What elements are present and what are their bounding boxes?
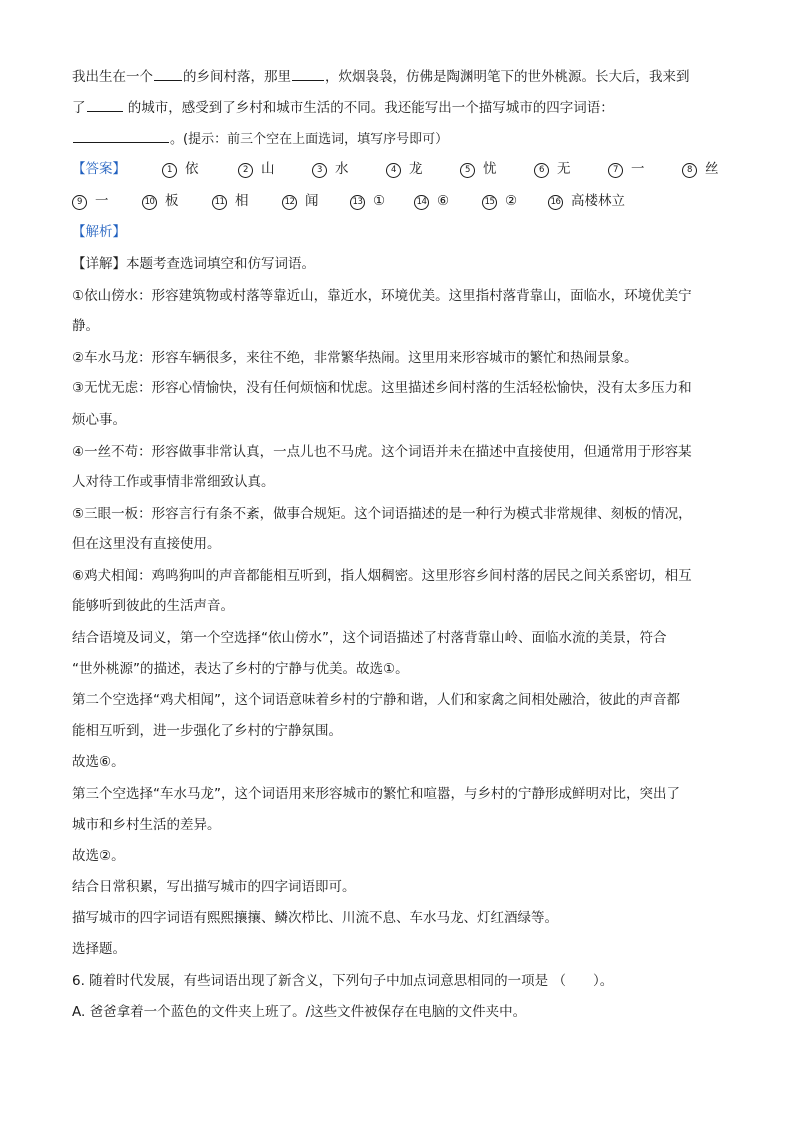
option-text: 山 <box>261 161 275 177</box>
answer-option <box>682 159 719 179</box>
option-text: 闻 <box>305 193 319 209</box>
answer-option <box>72 191 109 211</box>
question-text: 我出生在一个 <box>72 69 153 85</box>
question-6-stem: 6. 随着时代发展，有些词语出现了新含义，下列句子中加点词意思相同的一项是 （ ）。 <box>72 973 614 989</box>
option-number: 5 <box>460 163 475 178</box>
answer-option <box>482 191 517 211</box>
option-number: 4 <box>386 163 401 178</box>
analysis-line: 描写城市的四字词语有熙熙攘攘、鳞次栉比、川流不息、车水马龙、灯红酒绿等。 <box>72 910 558 926</box>
option-number: 16 <box>548 195 563 210</box>
analysis-line: ①依山傍水：形容建筑物或村落等靠近山，靠近水，环境优美。这里指村落背靠山，面临水，环境优美宁 <box>72 288 692 304</box>
answer-option <box>534 159 571 179</box>
analysis-line: ③无忧无虑：形容心情愉快，没有任何烦恼和忧虑。这里描述乡间村落的生活轻松愉快，没有太多压力和 <box>72 380 692 396</box>
analysis-line: 能相互听到，进一步强化了乡村的宁静氛围。 <box>72 723 342 739</box>
option-text: ⑥ <box>437 193 450 209</box>
answer-option <box>212 191 249 211</box>
answer-option <box>548 191 625 211</box>
answer-option <box>312 159 349 179</box>
option-number: 8 <box>682 163 697 178</box>
answer-option <box>414 191 449 211</box>
analysis-line: “世外桃源”的描述，表达了乡村的宁静与优美。故选①。 <box>72 661 409 677</box>
question-line-3 <box>72 128 722 148</box>
analysis-line: ⑤三眼一板：形容言行有条不紊，做事合规矩。这个词语描述的是一种行为模式非常规律、刻板的情况， <box>72 506 692 522</box>
option-number: 1 <box>162 163 177 178</box>
answer-blank-4 <box>73 128 169 143</box>
option-text: 忧 <box>483 161 497 177</box>
option-text: 龙 <box>409 161 423 177</box>
option-number: 9 <box>72 195 87 210</box>
answer-blank-3 <box>87 97 123 112</box>
option-number: 12 <box>282 195 297 210</box>
answer-tag: 【答案】 <box>72 161 126 177</box>
analysis-line: 结合语境及词义，第一个空选择“依山傍水”，这个词语描述了村落背靠山岭、面临水流的美景，符合 <box>72 630 667 646</box>
analysis-line: 第二个空选择“鸡犬相闻”，这个词语意味着乡村的宁静和谐，人们和家禽之间相处融洽，彼此的声音都 <box>72 692 680 708</box>
option-text: 水 <box>335 161 349 177</box>
option-number: 11 <box>212 195 227 210</box>
analysis-line: ②车水马龙：形容车辆很多，来往不绝，非常繁华热闹。这里用来形容城市的繁忙和热闹景象。 <box>72 350 638 366</box>
question-text: 的乡间村落，那里 <box>183 69 291 85</box>
option-text: ① <box>373 193 386 209</box>
answer-option <box>238 159 275 179</box>
option-text: 无 <box>557 161 571 177</box>
analysis-tag: 【解析】 <box>72 224 126 240</box>
option-text: 板 <box>165 193 179 209</box>
analysis-line: 故选⑥。 <box>72 754 125 770</box>
analysis-line: 【详解】本题考查选词填空和仿写词语。 <box>72 256 315 272</box>
answer-option <box>608 159 645 179</box>
analysis-line: ④一丝不苟：形容做事非常认真，一点儿也不马虎。这个词语并未在描述中直接使用，但通常用于形容某 <box>72 444 692 460</box>
answer-option <box>460 159 497 179</box>
analysis-line: 结合日常积累，写出描写城市的四字词语即可。 <box>72 879 356 895</box>
option-text: 一 <box>631 161 645 177</box>
analysis-line: 城市和乡村生活的差异。 <box>72 817 221 833</box>
analysis-line: 静。 <box>72 318 99 334</box>
option-number: 2 <box>238 163 253 178</box>
question-text: 了 <box>72 100 86 116</box>
option-text: 一 <box>95 193 109 209</box>
answer-option <box>282 191 319 211</box>
answer-blank-2 <box>292 66 324 81</box>
question-6-option-a: A. 爸爸拿着一个蓝色的文件夹上班了。/这些文件被保存在电脑的文件夹中。 <box>72 1004 527 1020</box>
analysis-line: 人对待工作或事情非常细致认真。 <box>72 474 275 490</box>
question-line-2 <box>72 97 722 117</box>
question-line-1 <box>72 66 722 86</box>
analysis-line: 能够听到彼此的生活声音。 <box>72 598 234 614</box>
answer-option <box>386 159 423 179</box>
option-text: 相 <box>235 193 249 209</box>
question-hint: 。(提示：前三个空在上面选词，填写序号即可） <box>170 132 449 147</box>
option-text: ② <box>505 193 518 209</box>
answer-option <box>350 191 385 211</box>
answer-option <box>142 191 179 211</box>
option-number: 6 <box>534 163 549 178</box>
option-number: 7 <box>608 163 623 178</box>
analysis-line: ⑥鸡犬相闻：鸡鸣狗叫的声音都能相互听到，指人烟稠密。这里形容乡间村落的居民之间关系密切，相互 <box>72 568 692 584</box>
question-text: ，炊烟袅袅，仿佛是陶渊明笔下的世外桃源。长大后，我来到 <box>325 69 690 85</box>
option-number: 10 <box>142 195 157 210</box>
option-text: 依 <box>185 161 199 177</box>
analysis-line: 第三个空选择“车水马龙”，这个词语用来形容城市的繁忙和喧嚣，与乡村的宁静形成鲜明对比，突出了 <box>72 786 680 802</box>
answer-option <box>162 159 199 179</box>
option-number: 15 <box>482 195 497 210</box>
analysis-line: 选择题。 <box>72 941 126 957</box>
analysis-line: 但在这里没有直接使用。 <box>72 536 221 552</box>
analysis-line: 故选②。 <box>72 848 125 864</box>
option-text: 丝 <box>705 161 719 177</box>
option-text: 高楼林立 <box>571 193 625 209</box>
option-number: 13 <box>350 195 365 210</box>
question-text: 的城市，感受到了乡村和城市生活的不同。我还能写出一个描写城市的四字词语： <box>123 100 614 116</box>
analysis-line: 烦心事。 <box>72 412 126 428</box>
answer-blank-1 <box>154 66 182 81</box>
option-number: 14 <box>414 195 429 210</box>
option-number: 3 <box>312 163 327 178</box>
